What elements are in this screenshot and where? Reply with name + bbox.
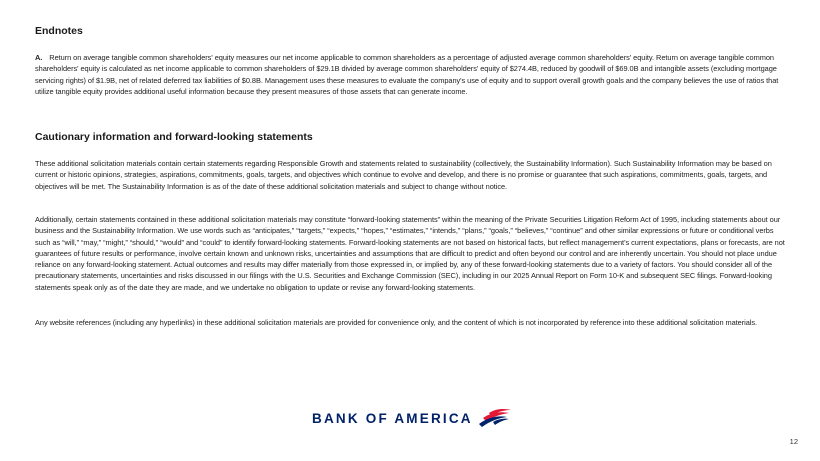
- endnote-item: [35, 52, 787, 97]
- bank-logo-text: BANK OF AMERICA: [312, 410, 473, 426]
- endnote-marker: A.: [35, 53, 43, 62]
- page-number: 12: [789, 437, 798, 446]
- cautionary-paragraph: Additionally, certain statements contained in these additional solicitation materials may constitute “forward-looking statements” within the meaning of the Private Securities Litigation Reform Act of 1995, including statements about our business and the Sustainability Information. We use words such as “anticipates,” “targets,” “expects,” “hopes,” “estimates,” “intends,” “plans,” “goals,” “believes,” “continue” and other similar expressions or future or conditional verbs such as “will,” “may,” “might,” “should,” “would” and “could” to identify forward-looking statements. Forward-looking statements are not based on historical facts, but reflect management’s current expectations, plans or forecasts, are not guarantees of future results or performance, involve certain known and unknown risks, uncertainties and assumptions that are difficult to predict and often beyond our control and are inherently uncertain. You should not place undue reliance on any forward-looking statement. Actual outcomes and results may differ materially from those expressed in, or implied by, any of these forward-looking statements due to a variety of factors. You should consider all of the precautionary statements, uncertainties and risks discussed in our filings with the U.S. Securities and Exchange Commission (SEC), including in our 2025 Annual Report on Form 10-K and subsequent SEC filings. Forward-looking statements speak only as of the date they are made, and we undertake no obligation to update or revise any forward-looking statements.: [35, 215, 785, 292]
- endnotes-heading: Endnotes: [35, 25, 83, 37]
- cautionary-heading: Cautionary information and forward-looking statements: [35, 131, 313, 143]
- endnote-text: Return on average tangible common shareholders' equity measures our net income applicable to common shareholders as a percentage of adjusted average common shareholders' equity. Return on average tangible common shareholders' equity is calculated as net income applicable to common shareholders of $29.1B divided by average common shareholders' equity of $274.4B, reduced by goodwill of $69.0B and intangible assets (excluding mortgage servicing rights) of $1.9B, net of related deferred tax liabilities of $0.8B. Management uses these measures to evaluate the company's use of equity and to support overall growth goals and the company believes the use of ratios that utilize tangible equity provides additional useful information because they present measures of those assets that can generate income.: [35, 53, 779, 96]
- bank-logo: [312, 406, 513, 430]
- cautionary-paragraph: Any website references (including any hyperlinks) in these additional solicitation materials are provided for convenience only, and the content of which is not incorporated by reference into these additional solicitation materials.: [35, 318, 758, 327]
- cautionary-paragraph: These additional solicitation materials contain certain statements regarding Responsible Growth and statements related to sustainability (collectively, the Sustainability Information). Such Sustainability Information may be based on current or historic opinions, strategies, aspirations, commitments, goals, targets, and objectives which continue to evolve and develop, and there is no promise or guarantee that such aspirations, commitments, goals, targets, and objectives will be met. The Sustainability Information is as of the date of these additional solicitation materials and subject to change without notice.: [35, 159, 772, 191]
- flag-logo-icon: [479, 408, 513, 428]
